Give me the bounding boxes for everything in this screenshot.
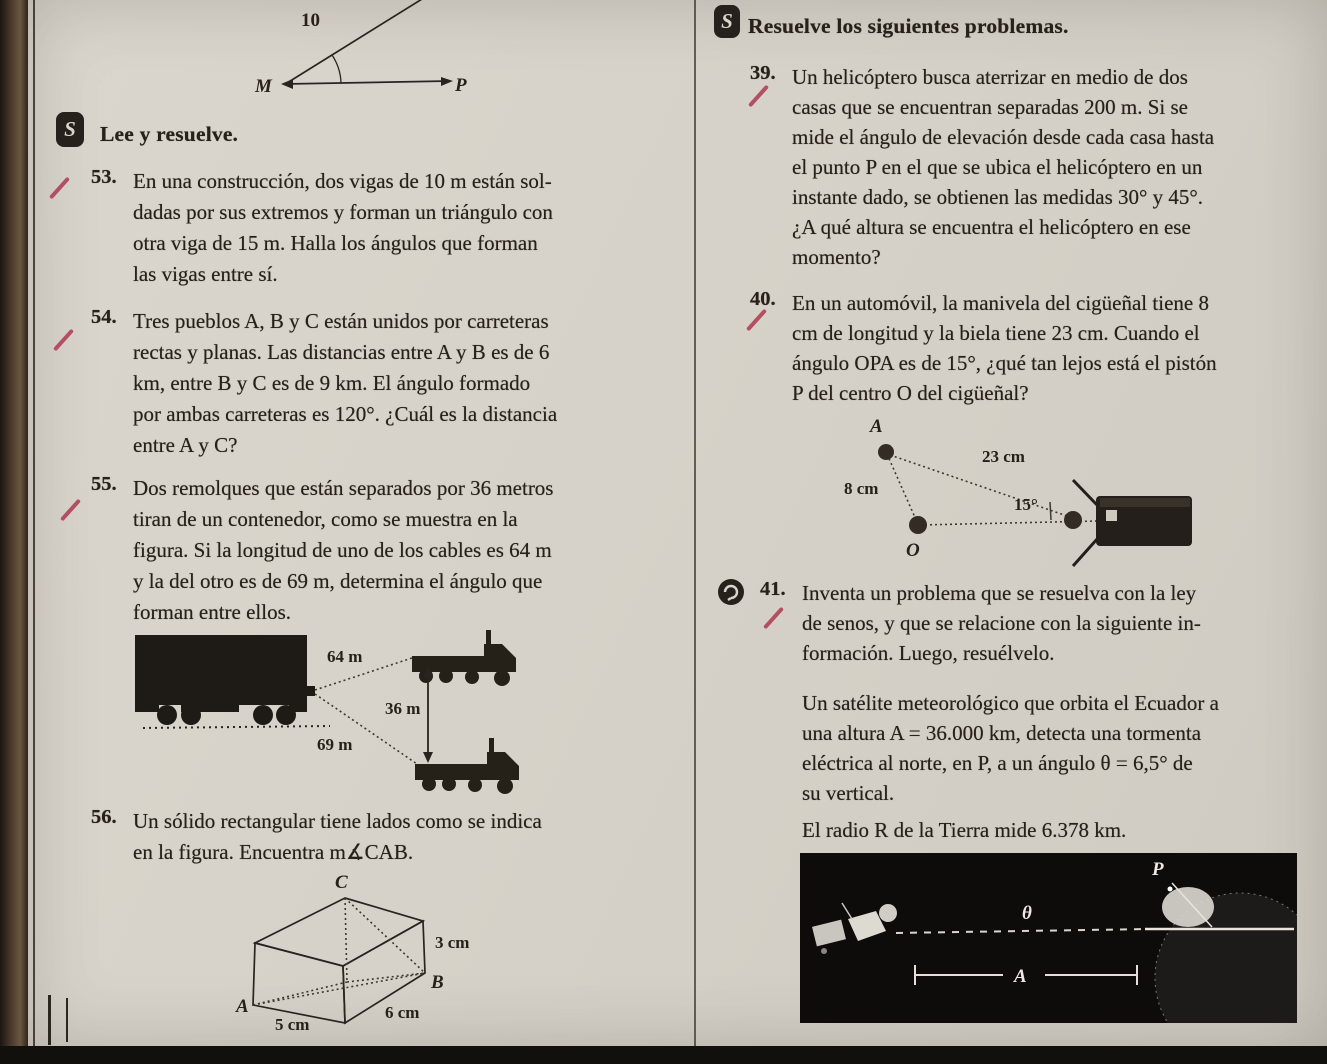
point-p-label: P [1152,859,1164,880]
point-p-label: P [455,75,467,96]
text-line: una altura A = 36.000 km, detecta una tormenta [802,721,1202,745]
edge-width-label: 5 cm [275,1015,310,1034]
text-line: otra viga de 15 m. Halla los ángulos que forman [133,231,538,255]
point-p-dot [1064,511,1082,529]
text-line: instante dado, se obtienen las medidas 30° y 45°. [792,185,1204,209]
text-line: En un automóvil, la manivela del cigüeñal tiene 8 [792,291,1209,315]
cable-top-label: 64 m [327,647,363,666]
vertex-a-label: A [236,996,249,1017]
text-line: de senos, y que se relacione con la siguiente in- [802,611,1201,635]
text-line: forman entre ellos. [133,600,292,624]
text-line: Un sólido rectangular tiene lados como se indica [133,809,542,833]
point-a-dot [878,444,894,460]
page-edge-line [33,0,35,1046]
vertex-m-label: M [255,76,272,97]
section-badge: S [714,5,740,38]
problem-number: 56. [91,806,117,828]
text-line: El radio R de la Tierra mide 6.378 km. [802,818,1127,842]
crank-length-label: 8 cm [844,479,879,498]
text-line: ¿A qué altura se encuentra el helicóptero en ese [792,215,1191,239]
point-a-label: A [870,416,883,437]
problem-41-info [802,688,1219,808]
section-title-right: Resuelve los siguientes problemas. [748,14,1069,38]
text-line: Inventa un problema que se resuelva con la ley [802,581,1197,605]
text-line: en la figura. Encuentra m∡CAB. [133,840,414,864]
text-line: por ambas carreteras es 120°. ¿Cuál es la distancia [133,402,558,426]
problem-number: 53. [91,166,117,188]
problem-55 [91,473,554,628]
section-title-left: Lee y resuelve. [100,122,239,146]
problem-number: 55. [91,473,117,495]
problem-number: 39. [750,62,776,84]
connecting-rod-line [890,455,1070,517]
text-line: Un satélite meteorológico que orbita el Ecuador a [802,691,1219,715]
angle-label: 15° [1014,495,1038,514]
crank-arm-line [887,454,917,522]
text-line: P del centro O del cigüeñal? [792,381,1029,405]
point-o-label: O [906,540,920,561]
text-line: km, entre B y C es de 9 km. El ángulo formado [133,371,531,395]
box-top-face [255,898,423,966]
piston-silhouette [1073,480,1192,566]
text-line: ángulo OPA es de 15°, ¿qué tan lejos está el pistón [792,351,1217,375]
edge-depth-label: 6 cm [385,1003,420,1022]
text-line: formación. Luego, resuélvelo. [802,641,1055,665]
box-front-face [253,943,345,1023]
scan-noise [48,995,51,1045]
text-line: momento? [792,245,881,269]
text-line: las vigas entre sí. [133,262,278,286]
problem-number: 54. [91,306,117,328]
text-line: su vertical. [802,781,895,805]
column-divider-line [694,0,696,1046]
text-line: casas que se encuentran separadas 200 m. Si se [792,95,1188,119]
vertex-c-label: C [335,872,348,893]
satellite-earth-figure [800,853,1297,1023]
text-line: dadas por sus extremos y forman un triángulo con [133,200,553,224]
truck-bottom-silhouette [415,738,519,794]
text-line: Tres pueblos A, B y C están unidos por carreteras [133,309,549,333]
problem-53 [91,166,553,290]
length-label: 10 [301,10,320,31]
section-badge: S [56,112,84,147]
text-line: rectas y planas. Las distancias entre A y B es de 6 [133,340,550,364]
text-line: y la del otro es de 69 m, determina el ángulo que [133,569,543,593]
sparkle [1168,887,1173,892]
separation-label: 36 m [385,699,421,718]
ground-line [143,726,330,728]
problem-40 [750,288,1217,408]
book-spine-edge [0,0,28,1064]
edge-height-label: 3 cm [435,933,470,952]
text-line: tiran de un contenedor, como se muestra en la [133,507,518,531]
crankshaft-figure [830,408,1300,568]
arrowhead-down [423,752,433,763]
problem-number: 40. [750,288,776,310]
photo-bottom-edge [0,1046,1327,1064]
angle-tick [1050,502,1051,520]
angle-figure [235,0,535,112]
text-line: figura. Si la longitud de uno de los cables es 64 m [133,538,552,562]
text-line: el punto P en el que se ubica el helicóptero en un [792,155,1203,179]
problem-54 [91,306,558,461]
problem-39 [750,62,1215,272]
text-line: En una construcción, dos vigas de 10 m están sol- [133,169,552,193]
rod-length-label: 23 cm [982,447,1025,466]
tow-trucks-figure [95,610,625,795]
arrowhead-right [441,77,453,86]
container-silhouette [135,635,315,725]
problem-number: 41. [760,578,786,600]
problem-41 [760,578,1201,668]
cable-bottom-label: 69 m [317,735,353,754]
rectangular-solid-figure [232,870,487,1048]
altitude-label: A [1014,966,1027,987]
theta-label: θ [1022,903,1032,924]
invent-problem-icon [716,577,746,607]
text-line: Un helicóptero busca aterrizar en medio de dos [792,65,1188,89]
angle-arc [332,55,341,83]
text-line: entre A y C? [133,433,238,457]
vertex-b-label: B [431,972,444,993]
text-line: Dos remolques que están separados por 36 metros [133,476,554,500]
scan-noise [66,998,68,1042]
problem-41-radius-note [802,815,1126,845]
text-line: cm de longitud y la biela tiene 23 cm. Cuando el [792,321,1200,345]
text-line: mide el ángulo de elevación desde cada casa hasta [792,125,1215,149]
point-o-dot [909,516,927,534]
problem-56 [91,806,542,868]
text-line: eléctrica al norte, en P, a un ángulo θ = 6,5° de [802,751,1193,775]
